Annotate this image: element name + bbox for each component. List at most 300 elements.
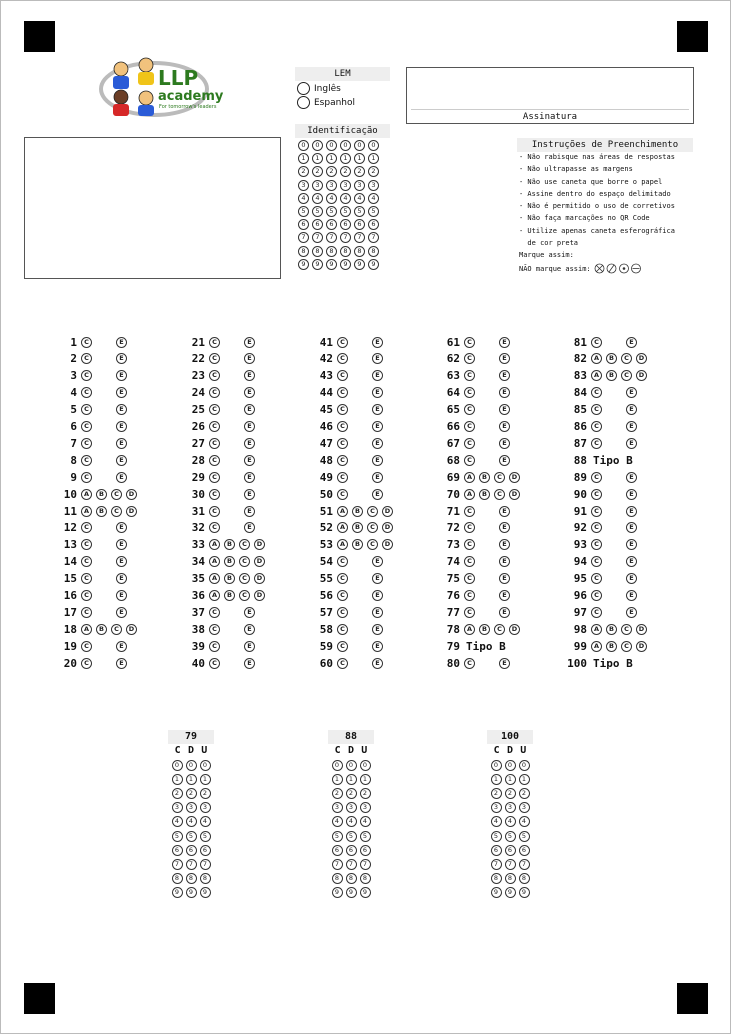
- answer-bubble[interactable]: C: [494, 489, 505, 500]
- answer-bubble[interactable]: E: [116, 353, 127, 364]
- answer-bubble[interactable]: C: [621, 641, 632, 652]
- answer-bubble[interactable]: C: [464, 421, 475, 432]
- numeric-bubble[interactable]: 2: [505, 788, 516, 799]
- answer-bubble[interactable]: C: [464, 337, 475, 348]
- identification-bubble[interactable]: 1: [354, 153, 365, 164]
- answer-bubble[interactable]: E: [372, 641, 383, 652]
- numeric-bubble[interactable]: 1: [505, 774, 516, 785]
- answer-bubble[interactable]: D: [126, 506, 137, 517]
- answer-bubble[interactable]: C: [81, 404, 92, 415]
- answer-bubble[interactable]: A: [464, 472, 475, 483]
- answer-bubble[interactable]: C: [464, 658, 475, 669]
- numeric-bubble[interactable]: 4: [186, 816, 197, 827]
- answer-bubble[interactable]: C: [591, 506, 602, 517]
- answer-bubble[interactable]: C: [81, 573, 92, 584]
- answer-bubble[interactable]: C: [464, 607, 475, 618]
- numeric-bubble[interactable]: 9: [505, 887, 516, 898]
- identification-bubble[interactable]: 4: [340, 193, 351, 204]
- numeric-bubble[interactable]: 7: [172, 859, 183, 870]
- identification-bubble[interactable]: 7: [326, 232, 337, 243]
- answer-bubble[interactable]: D: [382, 506, 393, 517]
- identification-bubble[interactable]: 6: [354, 219, 365, 230]
- numeric-bubble[interactable]: 6: [172, 845, 183, 856]
- answer-bubble[interactable]: D: [636, 353, 647, 364]
- answer-bubble[interactable]: E: [372, 573, 383, 584]
- answer-bubble[interactable]: A: [81, 489, 92, 500]
- answer-bubble[interactable]: E: [626, 472, 637, 483]
- answer-bubble[interactable]: C: [209, 607, 220, 618]
- answer-bubble[interactable]: B: [479, 624, 490, 635]
- numeric-bubble[interactable]: 3: [200, 802, 211, 813]
- numeric-bubble[interactable]: 9: [186, 887, 197, 898]
- answer-bubble[interactable]: C: [81, 539, 92, 550]
- numeric-bubble[interactable]: 3: [505, 802, 516, 813]
- answer-bubble[interactable]: E: [372, 624, 383, 635]
- lem-option-espanhol[interactable]: [297, 96, 355, 109]
- answer-bubble[interactable]: E: [372, 489, 383, 500]
- numeric-bubble[interactable]: 8: [172, 873, 183, 884]
- identification-bubble[interactable]: 0: [368, 140, 379, 151]
- answer-bubble[interactable]: A: [591, 641, 602, 652]
- answer-bubble[interactable]: C: [337, 489, 348, 500]
- numeric-bubble[interactable]: 3: [519, 802, 530, 813]
- answer-bubble[interactable]: E: [244, 472, 255, 483]
- numeric-bubble[interactable]: 5: [186, 831, 197, 842]
- numeric-bubble[interactable]: 9: [491, 887, 502, 898]
- answer-bubble[interactable]: E: [626, 590, 637, 601]
- numeric-bubble[interactable]: 8: [505, 873, 516, 884]
- identification-bubble[interactable]: 9: [326, 259, 337, 270]
- answer-bubble[interactable]: C: [209, 624, 220, 635]
- identification-bubble[interactable]: 4: [326, 193, 337, 204]
- answer-bubble[interactable]: D: [254, 573, 265, 584]
- answer-bubble[interactable]: E: [372, 556, 383, 567]
- numeric-bubble[interactable]: 8: [491, 873, 502, 884]
- answer-bubble[interactable]: E: [499, 522, 510, 533]
- numeric-bubble[interactable]: 7: [332, 859, 343, 870]
- numeric-bubble[interactable]: 5: [332, 831, 343, 842]
- answer-bubble[interactable]: C: [464, 522, 475, 533]
- numeric-bubble[interactable]: 9: [346, 887, 357, 898]
- answer-bubble[interactable]: D: [636, 641, 647, 652]
- answer-bubble[interactable]: B: [606, 624, 617, 635]
- numeric-bubble[interactable]: 7: [491, 859, 502, 870]
- answer-bubble[interactable]: C: [337, 556, 348, 567]
- answer-bubble[interactable]: E: [372, 472, 383, 483]
- numeric-bubble[interactable]: 1: [200, 774, 211, 785]
- signature-box[interactable]: [406, 67, 694, 124]
- answer-bubble[interactable]: E: [499, 404, 510, 415]
- identification-bubble[interactable]: 4: [368, 193, 379, 204]
- answer-bubble[interactable]: C: [337, 455, 348, 466]
- answer-bubble[interactable]: C: [591, 438, 602, 449]
- answer-bubble[interactable]: D: [382, 522, 393, 533]
- answer-bubble[interactable]: B: [224, 590, 235, 601]
- numeric-bubble[interactable]: 4: [491, 816, 502, 827]
- identification-bubble[interactable]: 3: [326, 180, 337, 191]
- numeric-bubble[interactable]: 5: [519, 831, 530, 842]
- answer-bubble[interactable]: D: [382, 539, 393, 550]
- answer-bubble[interactable]: E: [116, 472, 127, 483]
- answer-bubble[interactable]: C: [464, 438, 475, 449]
- answer-bubble[interactable]: C: [464, 539, 475, 550]
- answer-bubble[interactable]: C: [337, 472, 348, 483]
- answer-bubble[interactable]: E: [372, 455, 383, 466]
- numeric-bubble[interactable]: 6: [332, 845, 343, 856]
- identification-bubble[interactable]: 7: [298, 232, 309, 243]
- numeric-bubble[interactable]: 2: [200, 788, 211, 799]
- answer-bubble[interactable]: E: [244, 421, 255, 432]
- answer-bubble[interactable]: E: [244, 455, 255, 466]
- answer-bubble[interactable]: B: [96, 489, 107, 500]
- identification-bubble[interactable]: 2: [354, 166, 365, 177]
- answer-bubble[interactable]: C: [591, 421, 602, 432]
- identification-bubble[interactable]: 9: [298, 259, 309, 270]
- answer-bubble[interactable]: C: [337, 641, 348, 652]
- answer-bubble[interactable]: E: [499, 573, 510, 584]
- identification-bubble[interactable]: 6: [312, 219, 323, 230]
- answer-bubble[interactable]: E: [499, 658, 510, 669]
- answer-bubble[interactable]: A: [81, 506, 92, 517]
- answer-bubble[interactable]: E: [372, 337, 383, 348]
- answer-bubble[interactable]: E: [116, 641, 127, 652]
- answer-bubble[interactable]: C: [464, 353, 475, 364]
- answer-bubble[interactable]: C: [81, 353, 92, 364]
- answer-bubble[interactable]: A: [591, 624, 602, 635]
- numeric-bubble[interactable]: 0: [505, 760, 516, 771]
- answer-bubble[interactable]: C: [464, 404, 475, 415]
- answer-bubble[interactable]: B: [352, 522, 363, 533]
- answer-bubble[interactable]: E: [626, 438, 637, 449]
- answer-bubble[interactable]: E: [499, 353, 510, 364]
- numeric-bubble[interactable]: 8: [186, 873, 197, 884]
- answer-bubble[interactable]: C: [591, 404, 602, 415]
- numeric-bubble[interactable]: 0: [360, 760, 371, 771]
- numeric-bubble[interactable]: 3: [332, 802, 343, 813]
- answer-bubble[interactable]: C: [209, 455, 220, 466]
- answer-bubble[interactable]: E: [244, 337, 255, 348]
- numeric-bubble[interactable]: 6: [505, 845, 516, 856]
- identification-bubble[interactable]: 3: [368, 180, 379, 191]
- answer-bubble[interactable]: B: [479, 489, 490, 500]
- lem-option-ingles[interactable]: [297, 82, 341, 95]
- answer-bubble[interactable]: C: [239, 590, 250, 601]
- answer-bubble[interactable]: C: [209, 387, 220, 398]
- answer-bubble[interactable]: E: [116, 370, 127, 381]
- answer-bubble[interactable]: E: [372, 370, 383, 381]
- identification-bubble[interactable]: 6: [298, 219, 309, 230]
- answer-bubble[interactable]: C: [209, 404, 220, 415]
- answer-bubble[interactable]: C: [209, 472, 220, 483]
- numeric-bubble[interactable]: 1: [360, 774, 371, 785]
- numeric-bubble[interactable]: 2: [360, 788, 371, 799]
- answer-bubble[interactable]: B: [352, 506, 363, 517]
- identification-bubble[interactable]: 9: [340, 259, 351, 270]
- answer-bubble[interactable]: E: [244, 353, 255, 364]
- answer-bubble[interactable]: B: [479, 472, 490, 483]
- answer-bubble[interactable]: E: [116, 539, 127, 550]
- answer-bubble[interactable]: E: [244, 641, 255, 652]
- answer-bubble[interactable]: C: [367, 522, 378, 533]
- answer-bubble[interactable]: E: [116, 607, 127, 618]
- answer-bubble[interactable]: C: [591, 556, 602, 567]
- answer-bubble[interactable]: C: [367, 539, 378, 550]
- answer-bubble[interactable]: C: [337, 607, 348, 618]
- answer-bubble[interactable]: C: [337, 624, 348, 635]
- identification-bubble[interactable]: 4: [312, 193, 323, 204]
- numeric-bubble[interactable]: 8: [360, 873, 371, 884]
- answer-bubble[interactable]: E: [116, 522, 127, 533]
- answer-bubble[interactable]: E: [244, 489, 255, 500]
- answer-bubble[interactable]: B: [224, 573, 235, 584]
- answer-bubble[interactable]: C: [337, 421, 348, 432]
- answer-bubble[interactable]: A: [591, 370, 602, 381]
- identification-bubble[interactable]: 5: [312, 206, 323, 217]
- answer-bubble[interactable]: E: [372, 607, 383, 618]
- answer-bubble[interactable]: E: [626, 573, 637, 584]
- answer-bubble[interactable]: C: [591, 539, 602, 550]
- numeric-bubble[interactable]: 0: [519, 760, 530, 771]
- identification-bubble[interactable]: 0: [298, 140, 309, 151]
- identification-bubble[interactable]: 0: [340, 140, 351, 151]
- answer-bubble[interactable]: E: [499, 337, 510, 348]
- numeric-bubble[interactable]: 0: [346, 760, 357, 771]
- answer-bubble[interactable]: E: [372, 387, 383, 398]
- answer-bubble[interactable]: C: [81, 607, 92, 618]
- answer-bubble[interactable]: E: [244, 624, 255, 635]
- answer-bubble[interactable]: C: [494, 624, 505, 635]
- answer-bubble[interactable]: E: [499, 506, 510, 517]
- answer-bubble[interactable]: B: [96, 624, 107, 635]
- numeric-bubble[interactable]: 6: [360, 845, 371, 856]
- numeric-bubble[interactable]: 3: [491, 802, 502, 813]
- numeric-bubble[interactable]: 1: [172, 774, 183, 785]
- answer-bubble[interactable]: E: [499, 370, 510, 381]
- answer-bubble[interactable]: C: [209, 421, 220, 432]
- answer-bubble[interactable]: C: [464, 506, 475, 517]
- answer-bubble[interactable]: E: [244, 522, 255, 533]
- answer-bubble[interactable]: E: [372, 590, 383, 601]
- numeric-bubble[interactable]: 0: [332, 760, 343, 771]
- numeric-bubble[interactable]: 8: [200, 873, 211, 884]
- answer-bubble[interactable]: C: [209, 641, 220, 652]
- numeric-bubble[interactable]: 3: [360, 802, 371, 813]
- answer-bubble[interactable]: E: [499, 556, 510, 567]
- answer-bubble[interactable]: C: [239, 573, 250, 584]
- numeric-bubble[interactable]: 8: [519, 873, 530, 884]
- answer-bubble[interactable]: D: [636, 370, 647, 381]
- answer-bubble[interactable]: D: [509, 472, 520, 483]
- answer-bubble[interactable]: E: [244, 370, 255, 381]
- answer-bubble[interactable]: E: [626, 522, 637, 533]
- identification-bubble[interactable]: 6: [340, 219, 351, 230]
- answer-bubble[interactable]: E: [116, 590, 127, 601]
- answer-bubble[interactable]: C: [591, 337, 602, 348]
- answer-bubble[interactable]: C: [111, 506, 122, 517]
- answer-bubble[interactable]: C: [239, 556, 250, 567]
- answer-bubble[interactable]: C: [209, 658, 220, 669]
- answer-bubble[interactable]: C: [81, 658, 92, 669]
- answer-bubble[interactable]: C: [81, 337, 92, 348]
- answer-bubble[interactable]: C: [81, 421, 92, 432]
- numeric-bubble[interactable]: 4: [519, 816, 530, 827]
- identification-bubble[interactable]: 1: [368, 153, 379, 164]
- answer-bubble[interactable]: C: [209, 353, 220, 364]
- answer-bubble[interactable]: C: [81, 455, 92, 466]
- answer-bubble[interactable]: E: [244, 506, 255, 517]
- answer-bubble[interactable]: E: [626, 607, 637, 618]
- answer-bubble[interactable]: E: [499, 421, 510, 432]
- answer-bubble[interactable]: E: [626, 556, 637, 567]
- numeric-bubble[interactable]: 7: [186, 859, 197, 870]
- answer-bubble[interactable]: C: [337, 404, 348, 415]
- identification-bubble[interactable]: 9: [354, 259, 365, 270]
- answer-bubble[interactable]: E: [626, 404, 637, 415]
- answer-bubble[interactable]: B: [606, 370, 617, 381]
- identification-bubble[interactable]: 2: [368, 166, 379, 177]
- answer-bubble[interactable]: E: [244, 387, 255, 398]
- answer-bubble[interactable]: C: [591, 489, 602, 500]
- identification-bubble[interactable]: 5: [298, 206, 309, 217]
- answer-bubble[interactable]: C: [621, 624, 632, 635]
- numeric-bubble[interactable]: 6: [200, 845, 211, 856]
- answer-bubble[interactable]: A: [209, 590, 220, 601]
- answer-bubble[interactable]: E: [499, 607, 510, 618]
- answer-bubble[interactable]: E: [116, 421, 127, 432]
- answer-bubble[interactable]: E: [499, 387, 510, 398]
- answer-bubble[interactable]: A: [209, 539, 220, 550]
- identification-bubble[interactable]: 5: [340, 206, 351, 217]
- numeric-bubble[interactable]: 4: [200, 816, 211, 827]
- numeric-bubble[interactable]: 8: [346, 873, 357, 884]
- answer-bubble[interactable]: C: [337, 337, 348, 348]
- identification-bubble[interactable]: 9: [368, 259, 379, 270]
- identification-bubble[interactable]: 5: [326, 206, 337, 217]
- answer-bubble[interactable]: B: [224, 539, 235, 550]
- identification-bubble[interactable]: 2: [312, 166, 323, 177]
- numeric-bubble[interactable]: 2: [519, 788, 530, 799]
- answer-bubble[interactable]: E: [116, 438, 127, 449]
- numeric-bubble[interactable]: 4: [505, 816, 516, 827]
- numeric-bubble[interactable]: 1: [186, 774, 197, 785]
- identification-bubble[interactable]: 0: [312, 140, 323, 151]
- numeric-bubble[interactable]: 2: [346, 788, 357, 799]
- identification-bubble[interactable]: 8: [298, 246, 309, 257]
- numeric-bubble[interactable]: 6: [186, 845, 197, 856]
- answer-bubble[interactable]: C: [81, 370, 92, 381]
- answer-bubble[interactable]: C: [81, 556, 92, 567]
- identification-bubble[interactable]: 4: [298, 193, 309, 204]
- answer-bubble[interactable]: E: [244, 438, 255, 449]
- answer-bubble[interactable]: C: [209, 489, 220, 500]
- answer-bubble[interactable]: D: [126, 489, 137, 500]
- answer-bubble[interactable]: A: [337, 506, 348, 517]
- answer-bubble[interactable]: D: [509, 624, 520, 635]
- answer-bubble[interactable]: C: [209, 506, 220, 517]
- answer-bubble[interactable]: C: [81, 387, 92, 398]
- answer-bubble[interactable]: E: [244, 607, 255, 618]
- answer-bubble[interactable]: C: [464, 387, 475, 398]
- answer-bubble[interactable]: A: [337, 522, 348, 533]
- numeric-bubble[interactable]: 1: [519, 774, 530, 785]
- numeric-bubble[interactable]: 4: [332, 816, 343, 827]
- answer-bubble[interactable]: C: [209, 522, 220, 533]
- numeric-bubble[interactable]: 7: [360, 859, 371, 870]
- numeric-bubble[interactable]: 5: [346, 831, 357, 842]
- identification-bubble[interactable]: 1: [326, 153, 337, 164]
- identification-bubble[interactable]: 6: [326, 219, 337, 230]
- answer-bubble[interactable]: C: [337, 353, 348, 364]
- answer-bubble[interactable]: E: [116, 337, 127, 348]
- identification-bubble[interactable]: 2: [340, 166, 351, 177]
- answer-bubble[interactable]: E: [626, 539, 637, 550]
- numeric-bubble[interactable]: 7: [519, 859, 530, 870]
- answer-bubble[interactable]: E: [372, 421, 383, 432]
- answer-bubble[interactable]: C: [591, 472, 602, 483]
- answer-bubble[interactable]: C: [591, 573, 602, 584]
- answer-bubble[interactable]: E: [499, 438, 510, 449]
- identification-bubble[interactable]: 9: [312, 259, 323, 270]
- numeric-bubble[interactable]: 0: [200, 760, 211, 771]
- numeric-bubble[interactable]: 3: [172, 802, 183, 813]
- numeric-bubble[interactable]: 0: [172, 760, 183, 771]
- numeric-bubble[interactable]: 9: [172, 887, 183, 898]
- numeric-bubble[interactable]: 4: [360, 816, 371, 827]
- numeric-bubble[interactable]: 6: [346, 845, 357, 856]
- answer-bubble[interactable]: A: [209, 573, 220, 584]
- answer-bubble[interactable]: E: [116, 387, 127, 398]
- identification-bubble[interactable]: 6: [368, 219, 379, 230]
- answer-bubble[interactable]: E: [499, 455, 510, 466]
- answer-bubble[interactable]: A: [464, 489, 475, 500]
- answer-bubble[interactable]: C: [591, 590, 602, 601]
- identification-bubble[interactable]: 8: [326, 246, 337, 257]
- answer-bubble[interactable]: D: [636, 624, 647, 635]
- numeric-bubble[interactable]: 5: [491, 831, 502, 842]
- answer-bubble[interactable]: E: [244, 658, 255, 669]
- identification-bubble[interactable]: 1: [298, 153, 309, 164]
- answer-bubble[interactable]: A: [591, 353, 602, 364]
- numeric-bubble[interactable]: 7: [505, 859, 516, 870]
- answer-bubble[interactable]: A: [81, 624, 92, 635]
- answer-bubble[interactable]: E: [116, 404, 127, 415]
- answer-bubble[interactable]: C: [591, 607, 602, 618]
- numeric-bubble[interactable]: 3: [346, 802, 357, 813]
- answer-bubble[interactable]: C: [81, 641, 92, 652]
- answer-bubble[interactable]: C: [81, 590, 92, 601]
- identification-bubble[interactable]: 5: [368, 206, 379, 217]
- answer-bubble[interactable]: C: [464, 455, 475, 466]
- identification-bubble[interactable]: 7: [368, 232, 379, 243]
- identification-bubble[interactable]: 1: [312, 153, 323, 164]
- numeric-bubble[interactable]: 6: [519, 845, 530, 856]
- numeric-bubble[interactable]: 5: [200, 831, 211, 842]
- identification-bubble[interactable]: 3: [298, 180, 309, 191]
- answer-bubble[interactable]: C: [209, 370, 220, 381]
- answer-bubble[interactable]: C: [81, 472, 92, 483]
- answer-bubble[interactable]: C: [464, 370, 475, 381]
- answer-bubble[interactable]: E: [499, 539, 510, 550]
- answer-bubble[interactable]: E: [116, 658, 127, 669]
- numeric-bubble[interactable]: 2: [186, 788, 197, 799]
- answer-bubble[interactable]: E: [626, 337, 637, 348]
- numeric-bubble[interactable]: 7: [200, 859, 211, 870]
- identification-bubble[interactable]: 7: [340, 232, 351, 243]
- answer-bubble[interactable]: C: [337, 658, 348, 669]
- answer-bubble[interactable]: E: [116, 573, 127, 584]
- numeric-bubble[interactable]: 0: [186, 760, 197, 771]
- numeric-bubble[interactable]: 9: [519, 887, 530, 898]
